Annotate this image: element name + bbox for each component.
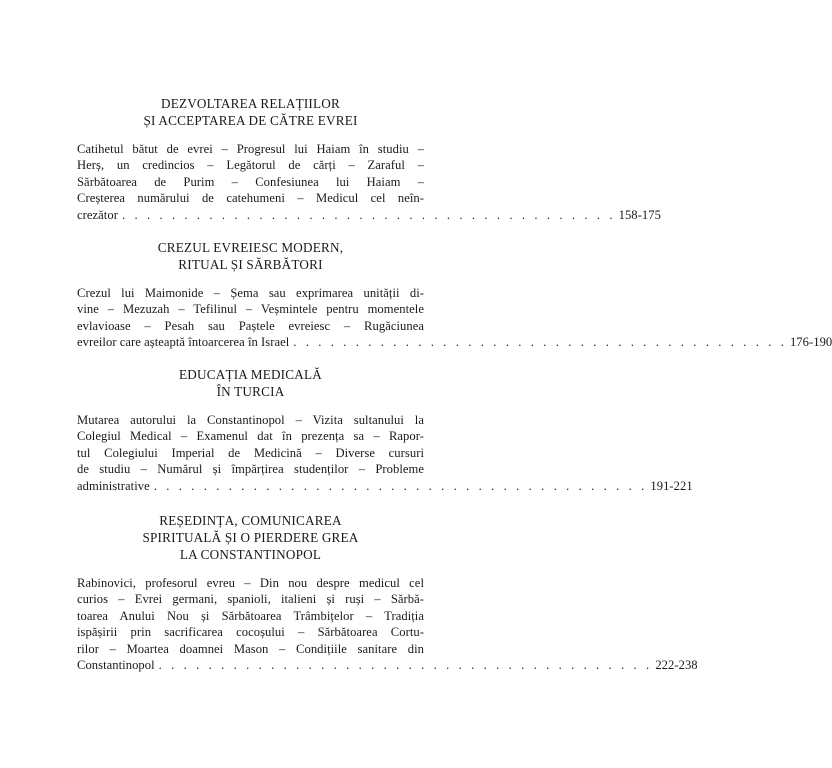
section-summary [77,141,661,223]
summary-line: toarea Anului Nou și Sărbătoarea Trâmbițelor – Tradiția [77,608,424,623]
summary-line: Catihetul bătut de evrei – Progresul lui Haiam în studiu – [77,142,424,156]
leader-dots: . . . . . . . . . . . . . . . . . . . . . . . . . . . . . . . . . . . . . . . . [293,335,787,350]
summary-line-end: Constantinopol [77,657,155,672]
summary-line: evlavioase – Pesah sau Paștele evreiesc – Rugăciunea [77,318,424,333]
summary-line: Herș, un credincios – Legătorul de cărți – Zaraful – [77,158,424,173]
summary-last-line [77,478,693,494]
leader-dots: . . . . . . . . . . . . . . . . . . . . . . . . . . . . . . . . . . . . . . . . [121,207,616,222]
heading-line: ÎN TURCIA [216,384,285,399]
section-summary [77,285,832,351]
section-heading [77,512,424,563]
summary-line: Creșterea numărului de catehumeni – Medicul cel neîn- [77,191,424,206]
leader-dots: . . . . . . . . . . . . . . . . . . . . . . . . . . . . . . . . . . . . . . . . [158,657,653,672]
summary-line: tul Colegiului Imperial de Medicină – Diverse cursuri [77,445,424,460]
page-range: 191-221 [650,478,693,493]
heading-line: LA CONSTANTINOPOL [179,547,322,562]
heading-line: SPIRITUALĂ ȘI O PIERDERE GREA [142,530,359,545]
heading-line: CREZUL EVREIESC MODERN, [157,240,344,255]
heading-line: DEZVOLTAREA RELAȚIILOR [160,96,341,111]
section-summary [77,412,693,494]
leader-dots: . . . . . . . . . . . . . . . . . . . . . . . . . . . . . . . . . . . . . . . . [153,478,648,493]
heading-line: RITUAL ȘI SĂRBĂTORI [178,257,323,272]
summary-last-line [77,334,832,350]
page-range: 176-190 [789,335,832,350]
toc-section-creed [77,239,832,351]
toc-section-constantinople [77,512,698,673]
summary-line-end: administrative [77,478,150,493]
heading-line: ȘI ACCEPTAREA DE CĂTRE EVREI [143,113,358,128]
summary-line: ispășirii prin sacrificarea cocoșului – Sărbătoarea Cortu- [77,625,424,640]
toc-section-relations [77,95,661,223]
section-heading [77,239,424,273]
section-summary [77,575,698,673]
summary-line: de studiu – Numărul și împărțirea studenților – Probleme [77,462,424,477]
heading-line: REȘEDINȚA, COMUNICAREA [159,513,342,528]
section-heading [77,95,424,129]
summary-line-end: crezător [77,207,118,222]
summary-line: Rabinovici, profesorul evreu – Din nou despre medicul cel [77,576,424,590]
summary-line: Sărbătoarea de Purim – Confesiunea lui Haiam – [77,174,424,189]
summary-line: Mutarea autorului la Constantinopol – Vizita sultanului la [77,413,424,427]
summary-line: Crezul lui Maimonide – Șema sau exprimarea unității di- [77,286,424,300]
page-range: 158-175 [618,207,661,222]
summary-line: vine – Mezuzah – Tefilinul – Veșmintele pentru momentele [77,302,424,317]
summary-line: curios – Evrei germani, spanioli, italieni și ruși – Sărbă- [77,592,424,607]
summary-last-line [77,207,661,223]
toc-section-medical-education [77,366,693,494]
section-heading [77,366,424,400]
summary-line-end: evreilor care așteaptă întoarcerea în Israel [77,335,290,350]
page-range: 222-238 [655,657,698,672]
summary-line: Colegiul Medical – Examenul dat în prezența sa – Rapor- [77,429,424,444]
heading-line: EDUCAȚIA MEDICALĂ [179,367,322,382]
summary-last-line [77,657,698,673]
summary-line: rilor – Moartea doamnei Mason – Condițiile sanitare din [77,641,424,656]
